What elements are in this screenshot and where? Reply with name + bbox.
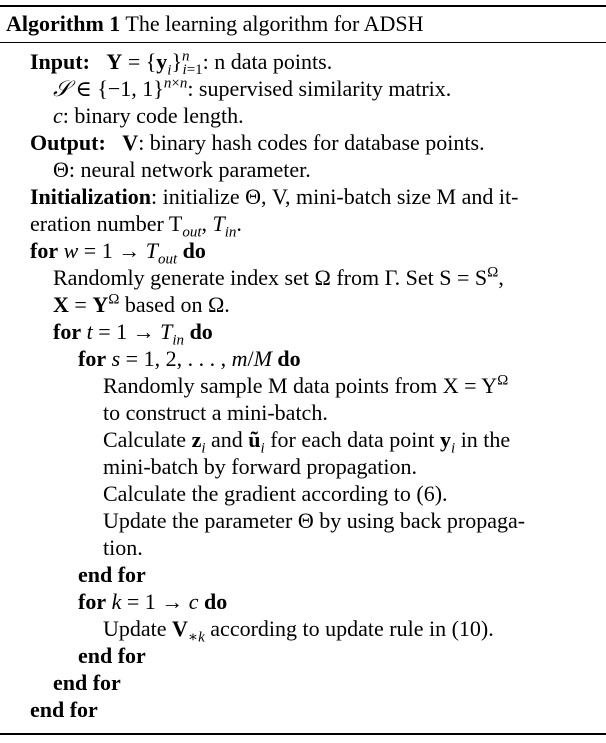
algorithm-caption <box>6 9 424 39</box>
random-text-1: Randomly generate index set Ω from Γ. Set S = S <box>53 265 488 290</box>
random-line-1: Randomly generate index set Ω from Γ. Set $S = S^\Omega$, <box>53 264 504 290</box>
for-keyword: for <box>78 589 107 614</box>
end-for-t <box>53 669 121 696</box>
random-text-2: based on Ω. <box>119 292 230 317</box>
sample-line-2 <box>103 399 328 426</box>
calc-text-1-tail: in the <box>460 427 511 452</box>
end-for-keyword: end for <box>78 643 146 668</box>
update-line-2 <box>103 534 143 561</box>
end-for-keyword: end for <box>30 697 98 722</box>
init-text-2: eration number T <box>30 211 183 236</box>
update-line-1 <box>103 507 525 534</box>
input-line: Input: $Y = \{y_i\}^n_{i=1}$: n data points. <box>30 48 333 79</box>
init-line <box>30 183 518 210</box>
gradient-line <box>103 480 448 507</box>
input-keyword: Input: <box>30 49 90 74</box>
for-k-line: for k = 1 → c do <box>78 589 228 614</box>
do-keyword: do <box>189 319 213 344</box>
caption-label: Algorithm 1 <box>6 11 121 36</box>
calc-text-1: for each data point <box>270 427 435 452</box>
sample-text-1: Randomly sample M data points from X = Y <box>103 373 498 398</box>
input-line-3: c: binary code length. <box>53 103 244 128</box>
for-t-line: for $t = 1 \to T_{in}$ do <box>53 319 213 349</box>
end-for-keyword: end for <box>78 562 146 587</box>
caption-rule <box>0 42 606 43</box>
calc-text-2: mini-batch by forward propagation. <box>103 454 418 479</box>
calc-line-2 <box>103 453 417 480</box>
input-1-text: : n data points. <box>202 49 333 74</box>
input-line-2: 𝒮 ∈ {−1, 1}$^{n\times n}$: supervised similarity matrix. <box>53 75 452 101</box>
output-2-text: : neural network parameter. <box>68 157 311 182</box>
do-keyword: do <box>204 589 228 614</box>
sample-line-1: Randomly sample M data points from $X = Y^\Omega$ <box>103 372 509 398</box>
sample-text-2: to construct a mini-batch. <box>103 400 328 425</box>
end-for-keyword: end for <box>53 670 121 695</box>
init-keyword: Initialization <box>30 184 152 209</box>
do-keyword: do <box>277 346 301 371</box>
gradient-text: Calculate the gradient according to (6). <box>103 481 448 506</box>
update-text-2: tion. <box>103 535 143 560</box>
init-text-1: : initialize Θ, V, mini-batch size M and it- <box>151 184 519 209</box>
bottom-rule <box>0 733 606 735</box>
do-keyword: do <box>182 238 206 263</box>
for-keyword: for <box>30 238 59 263</box>
top-rule <box>0 5 606 7</box>
calc-line-1: Calculate $z_i$ and $ũ_i$ for each data point $y_i$ in the <box>103 427 511 457</box>
output-1-text: : binary hash codes for database points. <box>138 130 485 155</box>
output-line-2: Θ: neural network parameter. <box>53 157 311 182</box>
end-for-k <box>78 642 146 669</box>
update-v-text: according to update rule in (10). <box>210 616 494 641</box>
input-3-text: : binary code length. <box>62 103 244 128</box>
for-keyword: for <box>53 319 82 344</box>
output-keyword: Output: <box>30 130 106 155</box>
for-w-line: for $w = 1 \to T_{out}$ do <box>30 238 206 268</box>
end-for-s <box>78 561 146 588</box>
for-keyword: for <box>78 346 107 371</box>
update-v-line: Update $V_{∗k}$ according to update rule in (10). <box>103 616 494 646</box>
output-line: Output: V: binary hash codes for database points. <box>30 130 485 155</box>
init-line-2: eration number $T_{out}$, $T_{in}$. <box>30 211 242 241</box>
input-2-text: : supervised similarity matrix. <box>187 76 452 101</box>
end-for-w <box>30 696 98 723</box>
for-s-line: for s = 1, 2, . . . , m/M do <box>78 346 301 371</box>
random-line-2: $X = Y^\Omega$ based on Ω. <box>53 291 230 317</box>
caption-title: The learning algorithm for ADSH <box>125 11 424 36</box>
update-text-1: Update the parameter Θ by using back propaga- <box>103 508 526 533</box>
